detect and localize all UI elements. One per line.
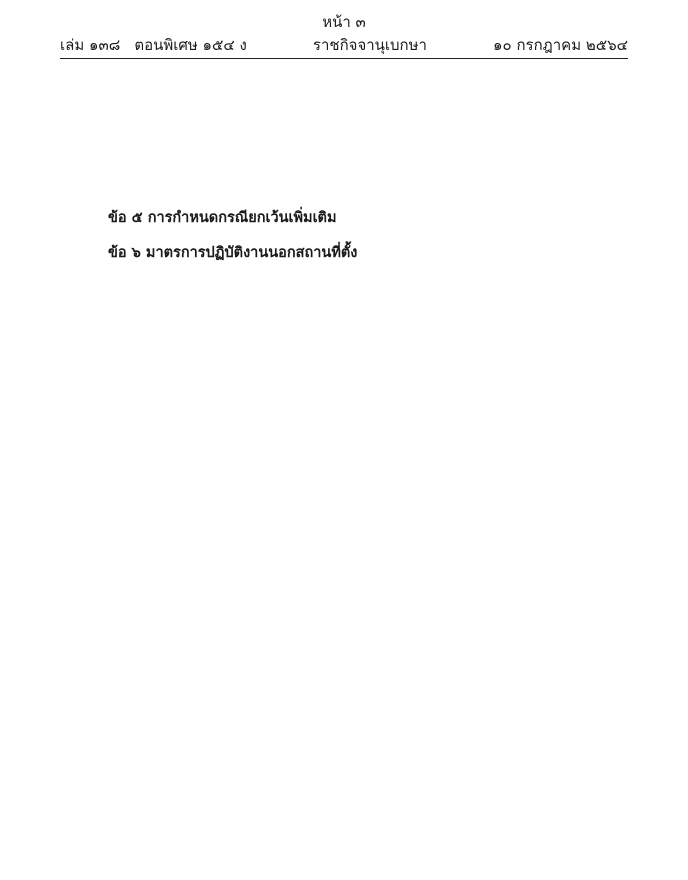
header-divider — [60, 58, 628, 59]
clause-5 — [60, 207, 628, 231]
issue-label: ตอนพิเศษ ๑๕๔ ง — [134, 36, 247, 54]
document-body — [60, 69, 628, 289]
paragraph-service-providers — [60, 69, 628, 93]
publication-date: ๑๐ กรกฎาคม ๒๕๖๔ — [493, 36, 628, 54]
publication-name: ราชกิจจานุเบกษา — [312, 36, 427, 54]
paragraph-item-6-other-necessity — [60, 124, 628, 148]
clause-6-heading: ข้อ ๖ มาตรการปฏิบัติงานนอกสถานที่ตั้ง — [108, 245, 358, 261]
paragraph-necessity-evidence — [60, 171, 628, 195]
gazette-header — [60, 34, 628, 56]
clause-6 — [60, 242, 628, 266]
paragraph-private-sector — [60, 266, 628, 290]
header-issue-info — [60, 34, 247, 56]
clause-5-heading: ข้อ ๕ การกำหนดกรณียกเว้นเพิ่มเติม — [108, 209, 337, 226]
paragraph-item-5-shift-work — [60, 101, 628, 125]
page-number: หน้า ๓ — [322, 13, 366, 31]
paragraph-identity-documents — [60, 148, 628, 172]
volume-label: เล่ม ๑๓๘ — [60, 36, 121, 54]
